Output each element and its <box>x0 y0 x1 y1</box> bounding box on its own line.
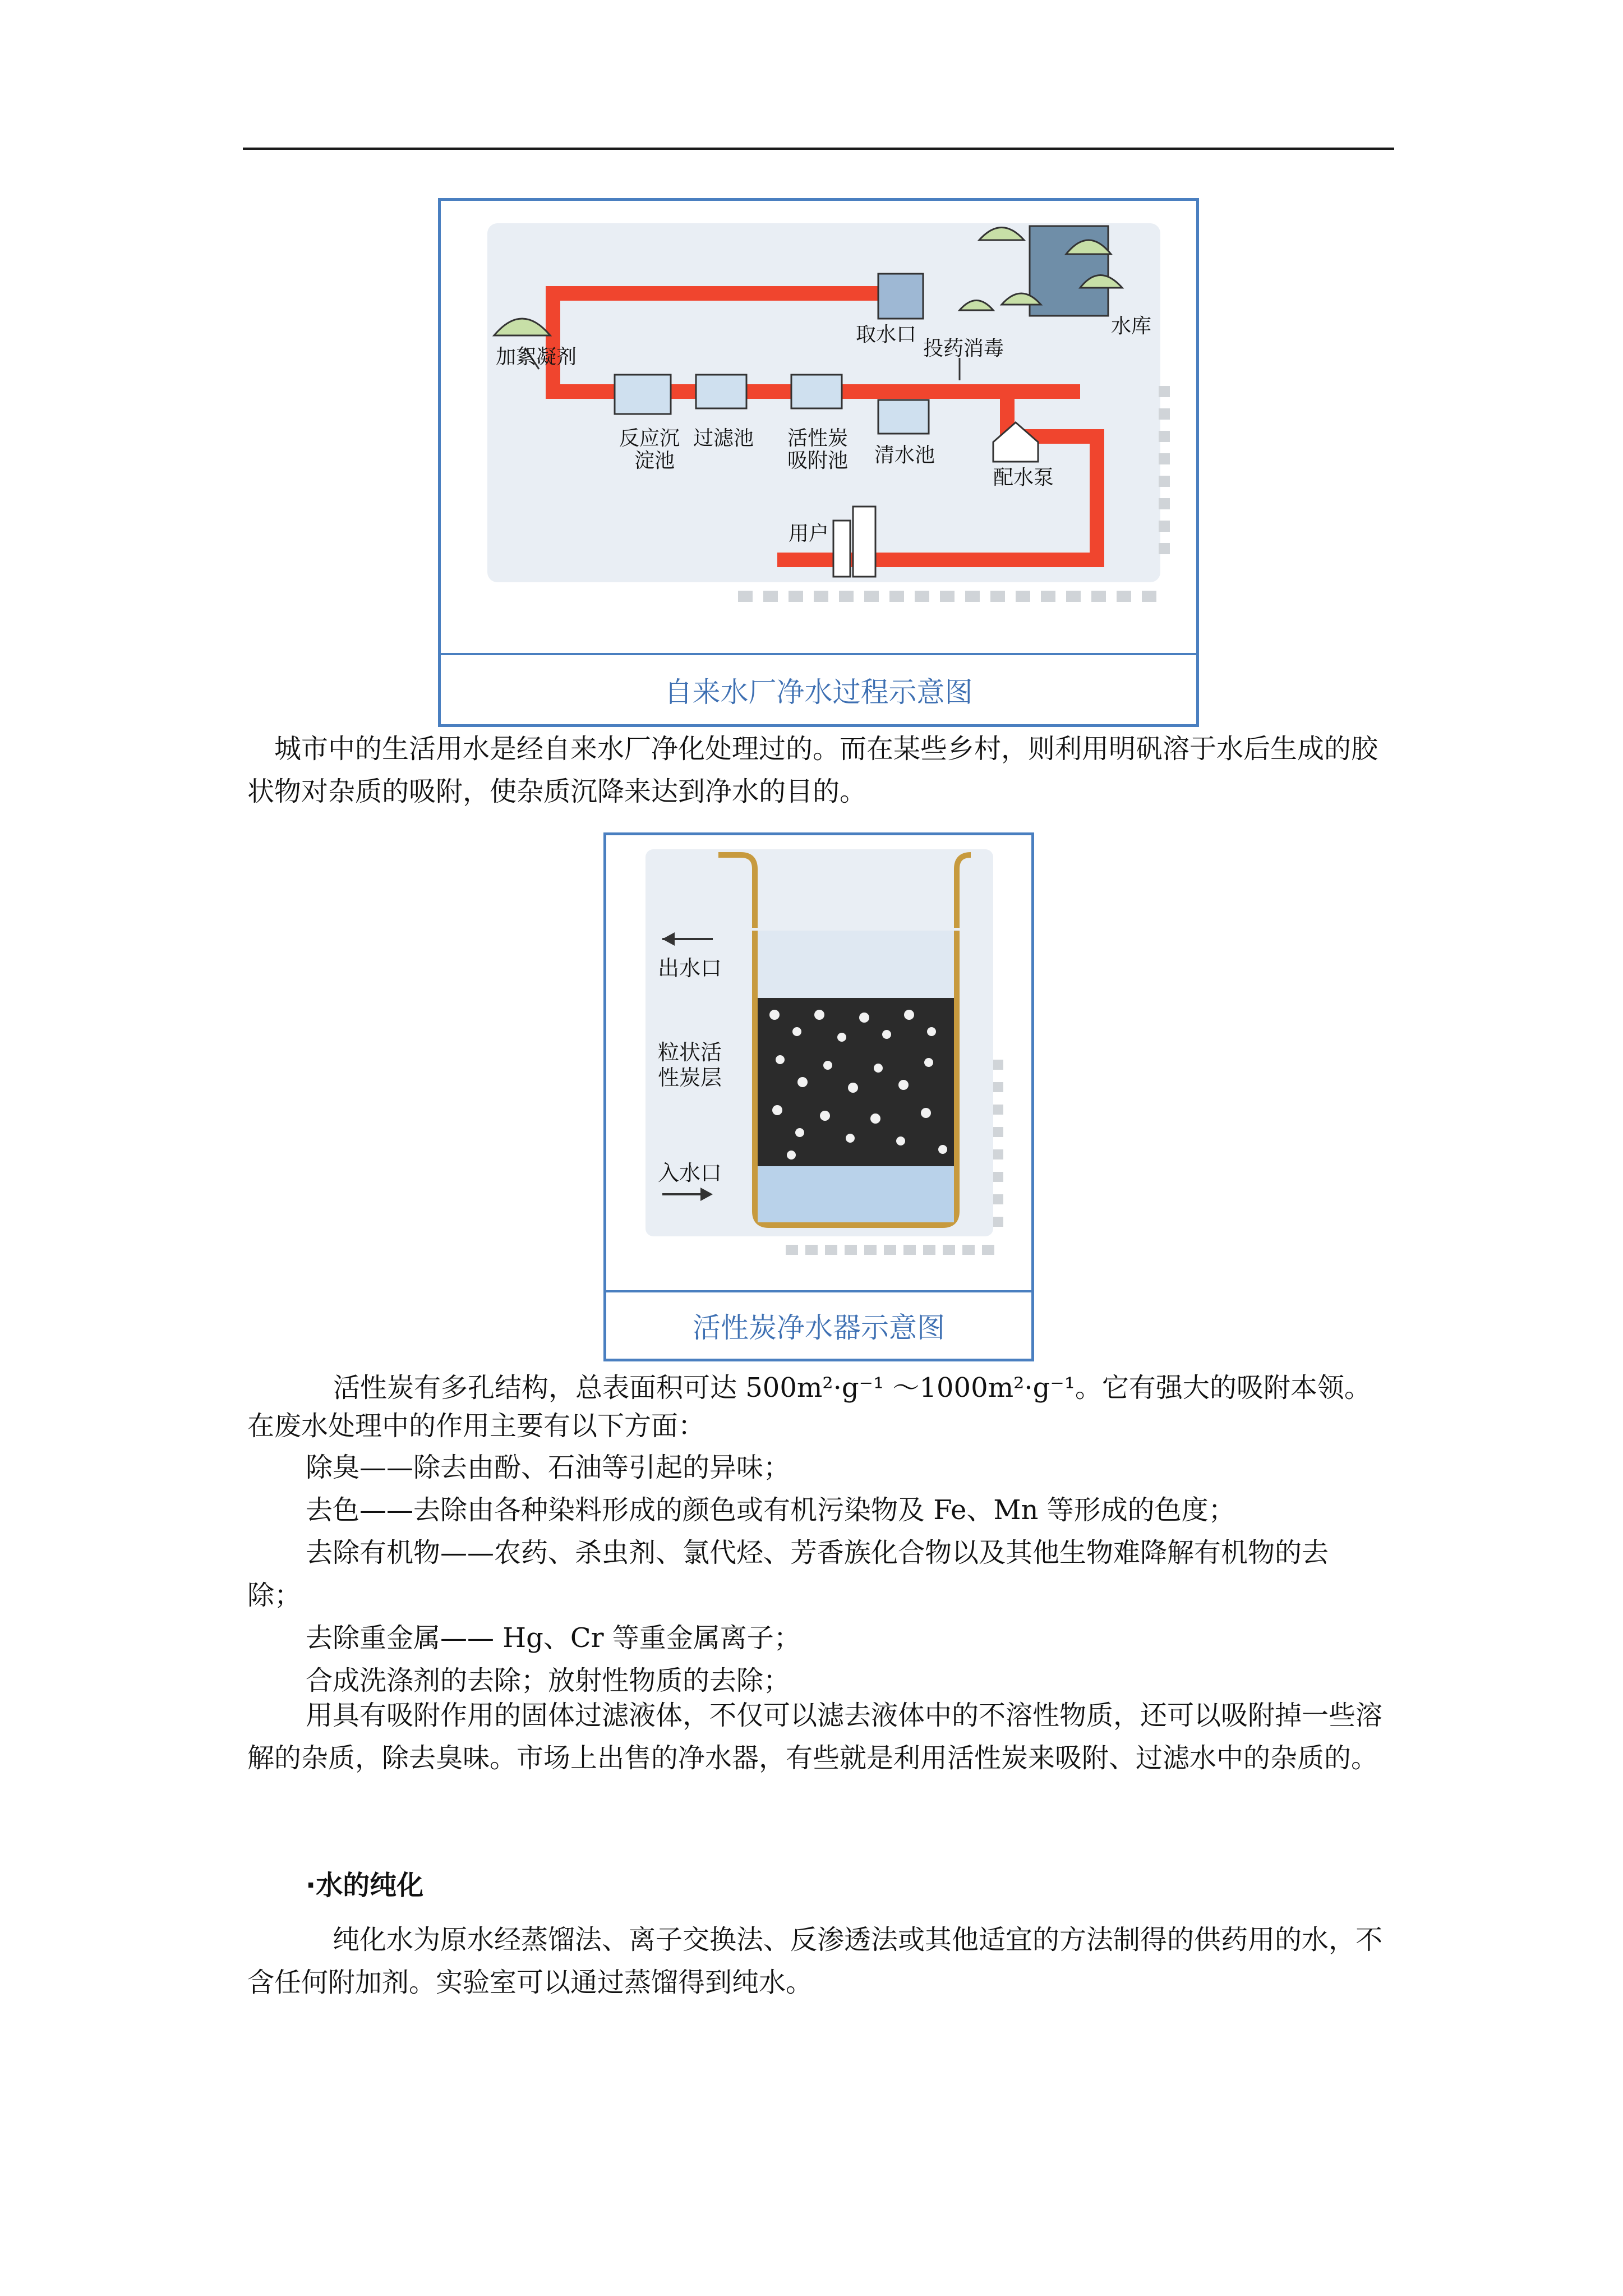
figure2-caption: 活性炭净水器示意图 <box>693 1312 945 1344</box>
header-rule <box>243 148 1394 150</box>
item-organic-line-1: 去除有机物——农药、杀虫剂、氯代烃、芳香族化合物以及其他生物难降解有机物的去 <box>306 1537 1329 1568</box>
item-deodor: 除臭——除去由酚、石油等引起的异味； <box>306 1452 791 1483</box>
carbon-filter-svg <box>606 835 1031 1290</box>
water-plant-svg <box>441 201 1196 653</box>
label-carbon-2: 吸附池 <box>787 449 849 472</box>
figure1-caption: 自来水厂净水过程示意图 <box>664 675 973 708</box>
label-inlet: 入水口 <box>658 1161 722 1185</box>
label-carbon-layer-2: 性炭层 <box>658 1065 722 1090</box>
item-metal: 去除重金属—— Hg、Cr 等重金属离子； <box>306 1622 801 1654</box>
water-plant-diagram <box>441 201 1196 655</box>
label-pump: 配水泵 <box>993 466 1054 489</box>
label-outlet: 出水口 <box>658 956 722 981</box>
paragraph-1: 城市中的生活用水是经自来水厂净化处理过的。而在某些乡村，则利用明矾溶于水后生成的胶状物对杂质的吸附，使杂质沉降来达到净水的目的。 <box>247 733 1378 807</box>
section-heading: ·水的纯化 <box>306 1870 424 1901</box>
label-clear-pool: 清水池 <box>874 444 935 467</box>
label-dosing: 投药消毒 <box>923 337 1004 360</box>
paragraph-2-line-0: 活性炭有多孔结构，总表面积可达 500m²·g⁻¹ ～1000m²·g⁻¹。它有强大的吸附本领。 <box>333 1372 1371 1404</box>
paragraph-4: 纯化水为原水经蒸馏法、离子交换法、反渗透法或其他适宜的方法制得的供药用的水，不含任何附加剂。实验室可以通过蒸馏得到纯水。 <box>247 1924 1383 1998</box>
paragraph-3: 用具有吸附作用的固体过滤液体，不仅可以滤去液体中的不溶性物质，还可以吸附掉一些溶解的杂质，除去臭味。市场上出售的净水器，有些就是利用活性炭来吸附、过滤水中的杂质的。 <box>247 1700 1383 1774</box>
figure-carbon-filter <box>603 832 1034 1361</box>
item-organic-line-2: 除； <box>247 1580 302 1611</box>
label-reservoir: 水库 <box>1111 315 1152 338</box>
paragraph-2-line-1: 在废水处理中的作用主要有以下方面： <box>247 1410 706 1442</box>
label-carbon-layer-1: 粒状活 <box>658 1040 722 1065</box>
item-detergent: 合成洗涤剂的去除；放射性物质的去除； <box>306 1665 791 1696</box>
carbon-filter-diagram <box>606 835 1031 1292</box>
label-intake: 取水口 <box>856 323 917 346</box>
figure-water-plant <box>438 198 1199 727</box>
label-filter: 过滤池 <box>693 427 754 450</box>
label-carbon-1: 活性炭 <box>787 427 849 450</box>
label-sediment-2: 淀池 <box>634 449 675 472</box>
label-sediment-1: 反应沉 <box>619 427 680 450</box>
label-user: 用户 <box>789 522 829 545</box>
label-flocculant: 加絮凝剂 <box>496 346 577 369</box>
item-decolor: 去色——去除由各种染料形成的颜色或有机污染物及 Fe、Mn 等形成的色度； <box>306 1494 1235 1526</box>
